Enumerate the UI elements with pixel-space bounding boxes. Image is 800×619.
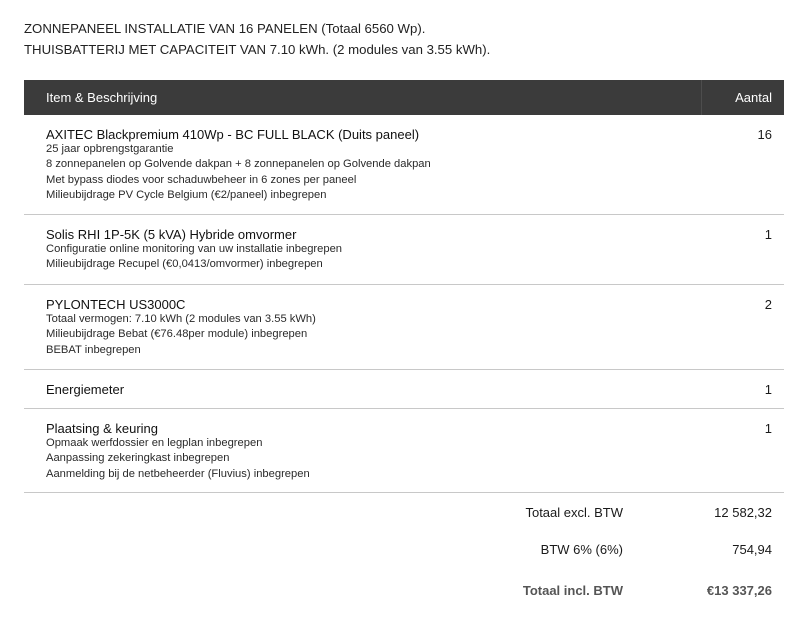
item-title: PYLONTECH US3000C [46, 297, 186, 312]
item-quantity: 1 [764, 227, 772, 242]
item-title: Plaatsing & keuring [46, 421, 159, 436]
total-incl-vat-value: €13 337,26 [706, 583, 772, 598]
table-row [24, 409, 784, 493]
table-row [24, 115, 784, 215]
intro-solar-line: ZONNEPANEEL INSTALLATIE VAN 16 PANELEN (Totaal 6560 Wp). [24, 21, 426, 36]
table-row [24, 285, 784, 370]
total-incl-vat-row [24, 583, 784, 603]
item-title: AXITEC Blackpremium 410Wp - BC FULL BLACK (Duits paneel) [46, 127, 420, 142]
intro-battery-line: THUISBATTERIJ MET CAPACITEIT VAN 7.10 kWh. (2 modules van 3.55 kWh). [24, 42, 491, 57]
quote-table [24, 80, 784, 493]
item-detail: Totaal vermogen: 7.10 kWh (2 modules van 3.55 kWh) [46, 313, 316, 325]
total-excl-vat-value: 12 582,32 [714, 505, 772, 520]
total-excl-vat-row [24, 505, 784, 525]
item-detail: 8 zonnepanelen op Golvende dakpan + 8 zonnepanelen op Golvende dakpan [46, 158, 431, 171]
item-quantity: 1 [764, 421, 772, 436]
item-detail: Opmaak werfdossier en legplan inbegrepen [46, 437, 263, 449]
header-quantity: Aantal [701, 80, 784, 115]
item-detail: Aanpassing zekeringkast inbegrepen [46, 452, 230, 465]
item-detail: Aanmelding bij de netbeheerder (Fluvius) inbegrepen [46, 467, 310, 480]
vat-row [24, 542, 784, 562]
item-detail: Milieubijdrage Recupel (€0,0413/omvormer) inbegrepen [46, 258, 323, 271]
item-title: Energiemeter [46, 382, 125, 397]
table-row [24, 215, 784, 285]
item-detail: Milieubijdrage PV Cycle Belgium (€2/paneel) inbegrepen [46, 189, 327, 202]
item-detail: Configuratie online monitoring van uw installatie inbegrepen [46, 243, 343, 255]
total-incl-vat-label: Totaal incl. BTW [522, 583, 623, 598]
header-item-description: Item & Beschrijving [46, 90, 158, 105]
item-detail: Milieubijdrage Bebat (€76.48per module) inbegrepen [46, 328, 308, 341]
intro-text [24, 18, 490, 60]
item-detail: 25 jaar opbrengstgarantie [46, 143, 174, 155]
vat-label: BTW 6% (6%) [540, 542, 623, 557]
item-quantity: 16 [757, 127, 772, 142]
item-quantity: 1 [764, 382, 772, 397]
item-detail: Met bypass diodes voor schaduwbeheer in 6 zones per paneel [46, 173, 357, 186]
vat-value: 754,94 [732, 542, 772, 557]
total-excl-vat-label: Totaal excl. BTW [525, 505, 623, 520]
item-quantity: 2 [764, 297, 772, 312]
table-row [24, 370, 784, 409]
item-detail: BEBAT inbegrepen [46, 343, 141, 356]
table-header [24, 80, 784, 115]
item-title: Solis RHI 1P-5K (5 kVA) Hybride omvormer [46, 227, 297, 242]
